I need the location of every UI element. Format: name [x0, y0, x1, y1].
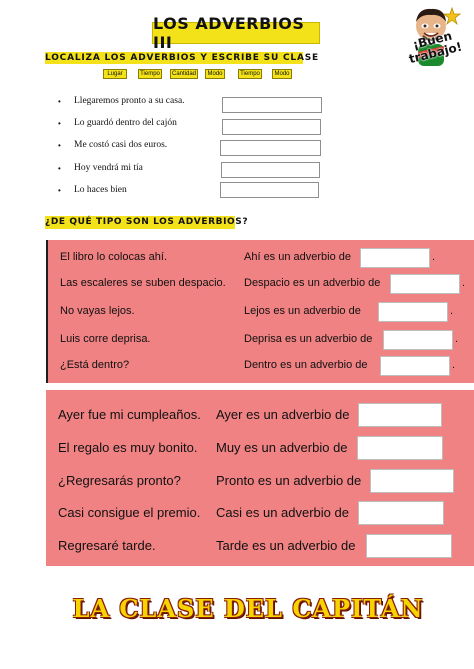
end-period: . — [462, 277, 466, 289]
table-row — [48, 354, 474, 378]
sentence-text: Lo guardó dentro del cajón — [74, 118, 177, 128]
bullet-icon: • — [58, 97, 61, 106]
answer-field-4[interactable] — [221, 162, 320, 178]
table-row — [46, 400, 474, 430]
bullet-icon: • — [58, 119, 61, 128]
adverb-prompt: Ayer es un adverbio de — [216, 407, 350, 422]
table-row — [46, 498, 474, 528]
type-answer-field[interactable] — [358, 501, 444, 525]
type-answer-field[interactable] — [370, 469, 454, 493]
type-answer-field[interactable] — [390, 274, 460, 294]
adverb-prompt: Pronto es un adverbio de — [216, 473, 362, 488]
example-sentence: Las escaleres se suben despacio. — [60, 277, 226, 289]
example-sentence: Casi consigue el premio. — [58, 505, 201, 520]
end-period: . — [450, 305, 454, 317]
table-row — [48, 272, 474, 296]
answer-field-5[interactable] — [220, 182, 319, 198]
type-answer-field[interactable] — [383, 330, 453, 350]
answer-field-2[interactable] — [222, 119, 321, 135]
adverb-prompt: Dentro es un adverbio de — [244, 359, 368, 371]
end-period: . — [432, 251, 436, 263]
adverb-type-panel-2 — [46, 390, 474, 566]
sentence-text: Lo haces bien — [74, 185, 127, 195]
example-sentence: El libro lo colocas ahí. — [60, 251, 167, 263]
word-chip-modo[interactable]: Modo — [205, 69, 225, 79]
type-answer-field[interactable] — [357, 436, 443, 460]
type-answer-field[interactable] — [366, 534, 452, 558]
table-row — [48, 300, 474, 324]
exercise2-title: ¿DE QUÉ TIPO SON LOS ADVERBIOS? — [45, 217, 249, 227]
answer-field-1[interactable] — [222, 97, 322, 113]
example-sentence: Luis corre deprisa. — [60, 333, 151, 345]
adverb-prompt: Lejos es un adverbio de — [244, 305, 361, 317]
type-answer-field[interactable] — [360, 248, 430, 268]
type-answer-field[interactable] — [358, 403, 442, 427]
adverb-prompt: Despacio es un adverbio de — [244, 277, 381, 289]
table-row — [46, 433, 474, 463]
adverb-prompt: Deprisa es un adverbio de — [244, 333, 373, 345]
adverb-prompt: Ahí es un adverbio de — [244, 251, 352, 263]
example-sentence: No vayas lejos. — [60, 305, 135, 317]
word-bank — [0, 69, 474, 79]
word-chip-tiempo[interactable]: Tiempo — [238, 69, 262, 79]
word-chip-lugar[interactable]: Lugar — [103, 69, 127, 79]
bullet-icon: • — [58, 186, 61, 195]
adverb-prompt: Tarde es un adverbio de — [216, 538, 356, 553]
word-chip-cantidad[interactable]: Cantidad — [171, 71, 197, 77]
table-row — [48, 328, 474, 352]
type-answer-field[interactable] — [378, 302, 448, 322]
sentence-text: Me costó casi dos euros. — [74, 140, 168, 150]
example-sentence: El regalo es muy bonito. — [58, 440, 198, 455]
adverb-type-panel-1 — [46, 240, 474, 383]
worksheet-title: LOS ADVERBIOS III — [152, 22, 320, 44]
bullet-icon: • — [58, 164, 61, 173]
example-sentence: ¿Regresarás pronto? — [58, 473, 181, 488]
end-period: . — [455, 333, 459, 345]
adverb-prompt: Muy es un adverbio de — [216, 440, 348, 455]
table-row — [46, 531, 474, 561]
table-row — [46, 466, 474, 496]
word-chip-modo[interactable]: Modo — [272, 69, 292, 79]
example-sentence: ¿Está dentro? — [60, 359, 130, 371]
bullet-icon: • — [58, 141, 61, 150]
end-period: . — [452, 359, 456, 371]
sentence-text: Hoy vendrá mi tía — [74, 163, 143, 173]
brand-logo: LA CLASE DEL CAPITÁN — [72, 593, 424, 623]
example-sentence: Regresaré tarde. — [58, 538, 156, 553]
answer-field-3[interactable] — [220, 140, 321, 156]
adverb-prompt: Casi es un adverbio de — [216, 505, 349, 520]
example-sentence: Ayer fue mi cumpleaños. — [58, 407, 201, 422]
word-chip-tiempo[interactable]: Tiempo — [138, 69, 162, 79]
table-row — [48, 246, 474, 270]
exercise1-instruction: LOCALIZA LOS ADVERBIOS Y ESCRIBE SU CLASE — [45, 53, 319, 63]
sentence-text: Llegaremos pronto a su casa. — [74, 96, 185, 106]
type-answer-field[interactable] — [380, 356, 450, 376]
good-job-caption: ¡Buen trabajo! — [407, 28, 464, 67]
